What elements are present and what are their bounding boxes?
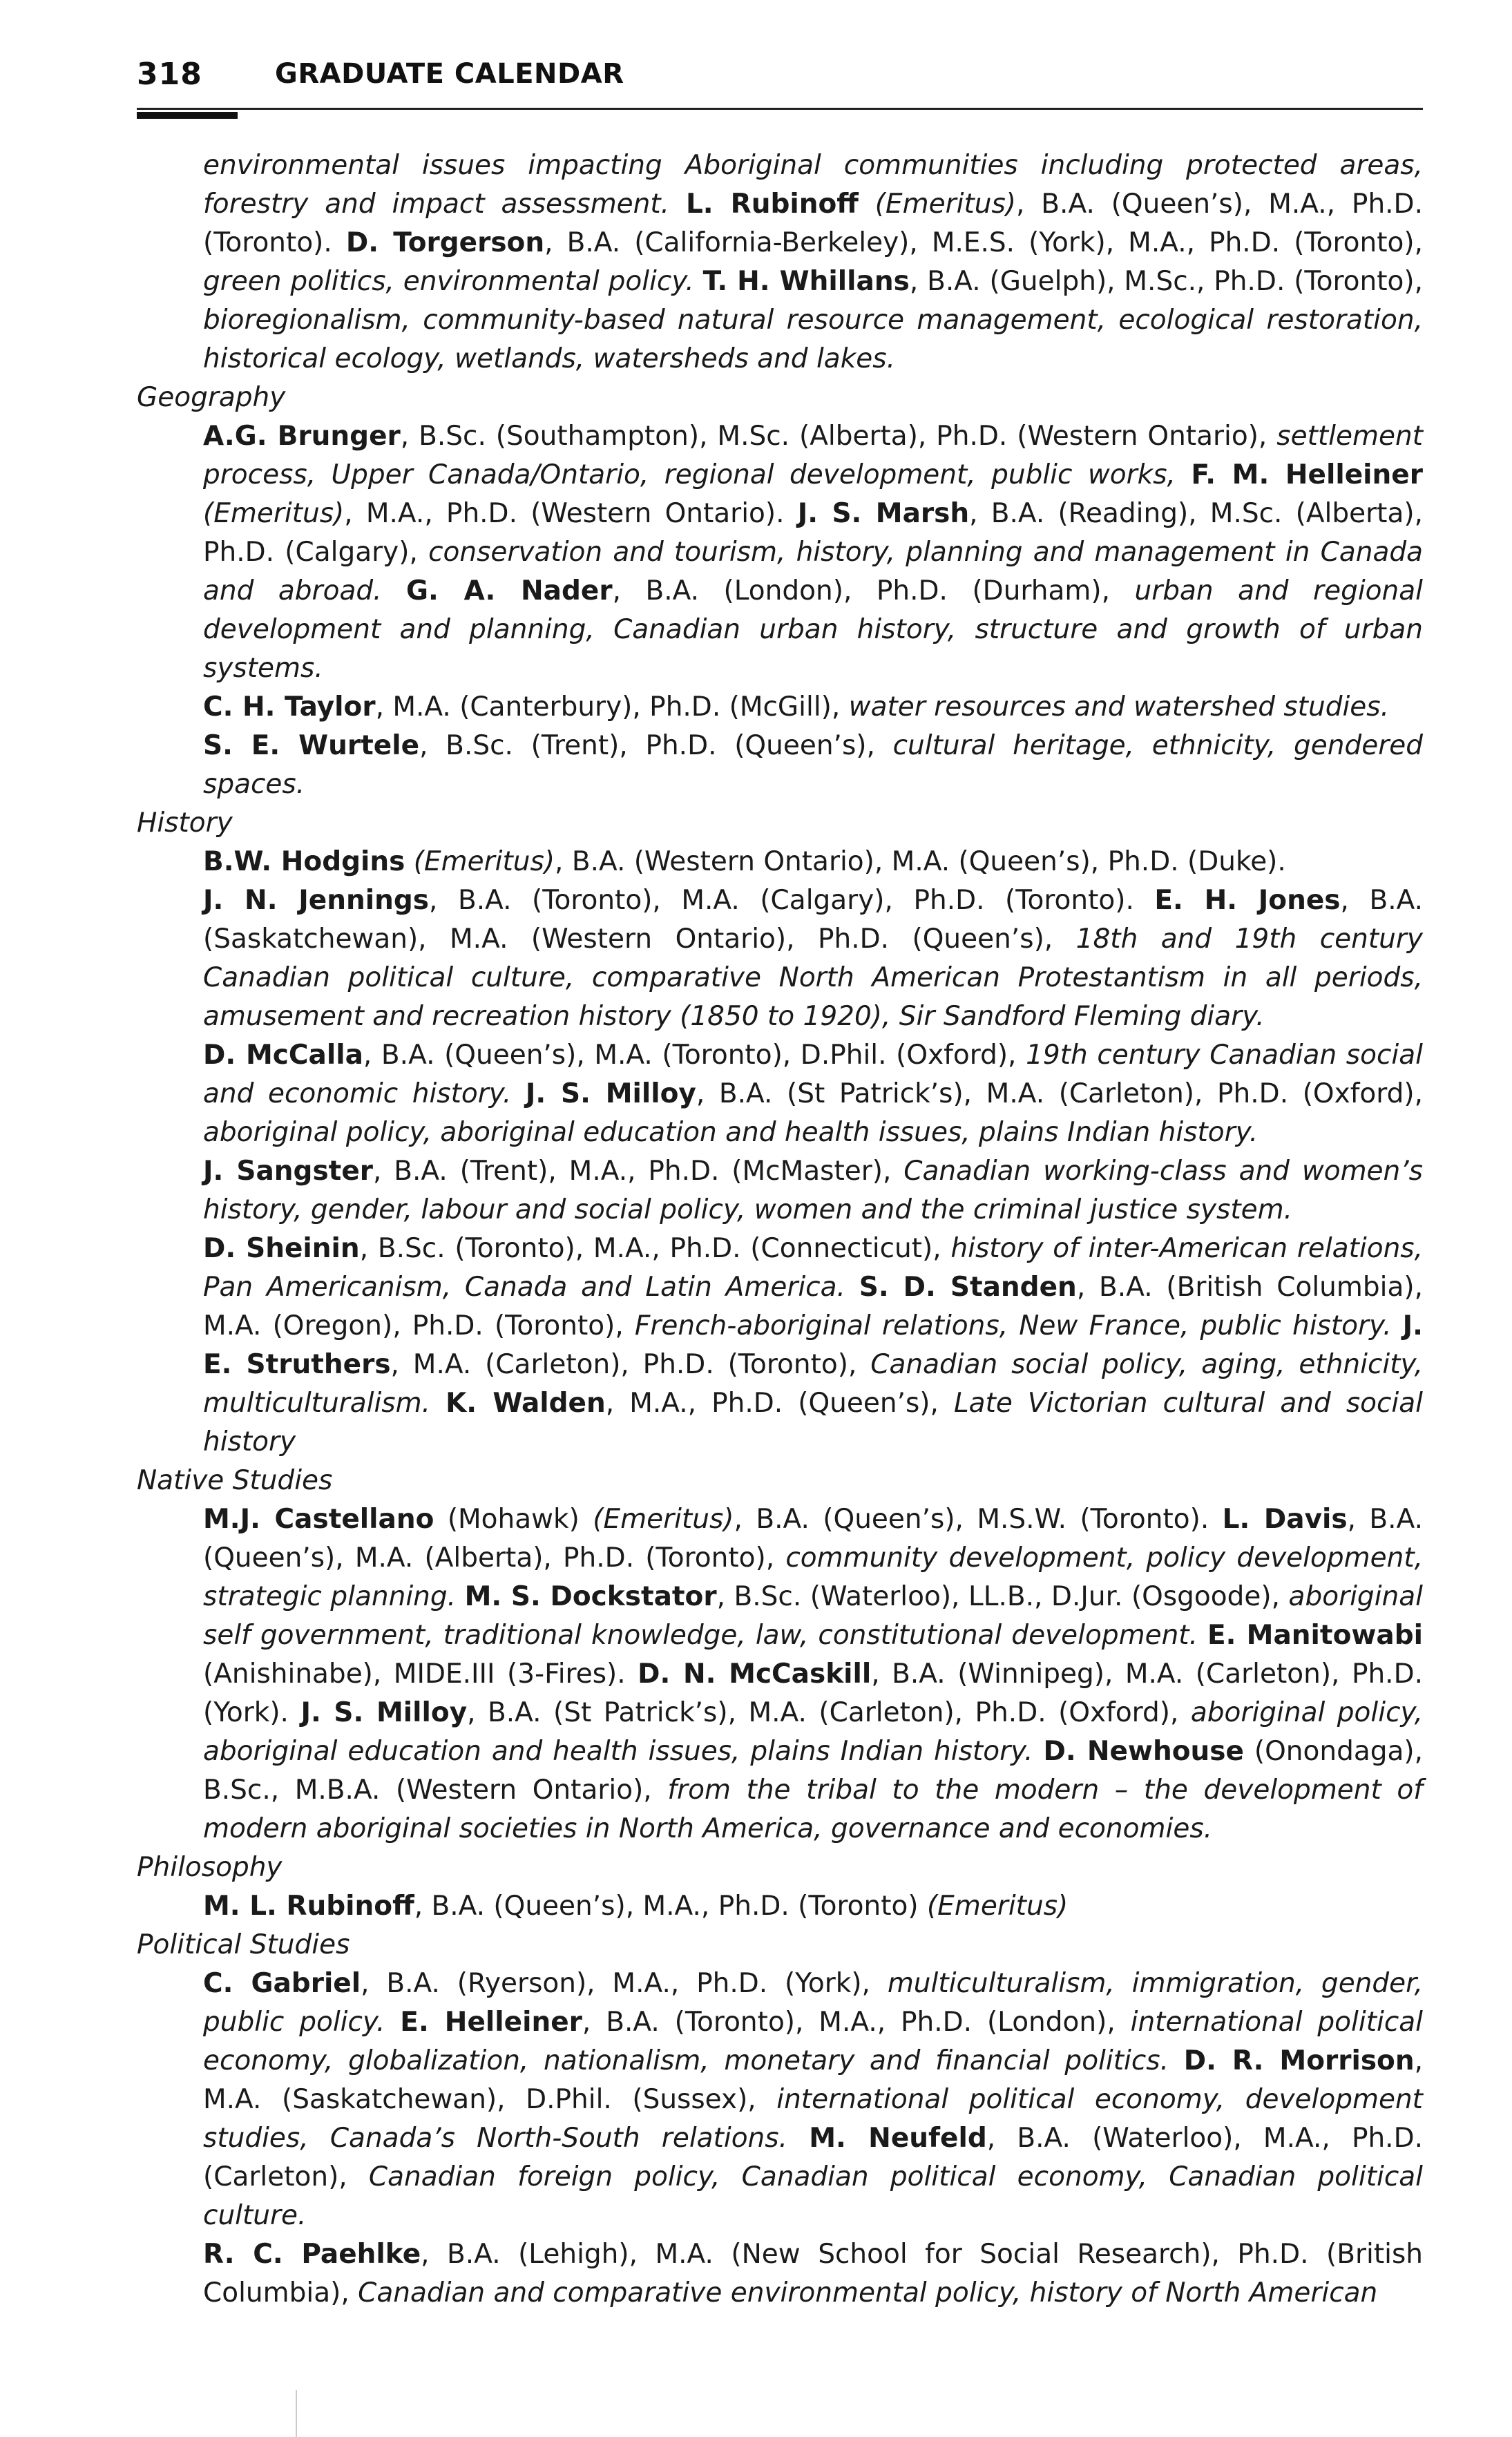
credentials [1169,2045,1184,2076]
faculty-name: D. McCalla [203,1040,363,1071]
faculty-name: J. Sangster [203,1156,374,1187]
section-heading: Native Studies [137,1465,333,1496]
faculty-entry-block [203,417,1423,688]
credentials [1033,1736,1044,1767]
research-interests: (Emeritus) [203,498,345,529]
credentials: , B.A. (Ryerson), M.A., Ph.D. (York), [361,1968,888,1999]
credentials [1176,459,1191,490]
faculty-name: L. Rubinoff [685,189,859,220]
faculty-listing [137,146,1423,2313]
research-interests: international political economy, development studies, Canada’s North-South relations. [203,2084,1423,2154]
faculty-name: S. E. Wurtele [203,730,420,761]
faculty-entry-block [203,688,1423,727]
research-interests: Late Victorian cultural and social history [203,1388,1424,1458]
research-interests: settlement process, Upper Canada/Ontario, regional development, public works, [203,421,1423,490]
credentials: , B.A. (Western Ontario), M.A. (Queen’s), Ph.D. (Duke). [555,846,1286,877]
credentials [845,1272,859,1303]
faculty-entry-block [203,727,1423,804]
faculty-name: D. Sheinin [203,1233,360,1264]
research-interests: (Emeritus) [593,1504,734,1535]
credentials: , B.A. (British Columbia), M.A. (Oregon), Ph.D. (Toronto), [203,1272,1423,1341]
credentials: , B.A. (Lehigh), M.A. (New School for Social Research), Ph.D. (British Columbia), [203,2239,1423,2309]
faculty-name: M. S. Dockstator [464,1581,717,1612]
research-interests: from the tribal to the modern – the development of modern aboriginal societies in North America, governance and economies. [203,1775,1423,1844]
faculty-name: M. Neufeld [809,2123,987,2154]
faculty-entry-block [203,1965,1423,2235]
credentials: , M.A., Ph.D. (Western Ontario). [344,498,798,529]
faculty-entry-block [203,1036,1423,1152]
credentials [430,1388,446,1419]
header-rule-accent [137,112,238,119]
page-crease [296,2390,297,2437]
research-interests: (Emeritus) [405,846,555,877]
faculty-name: J. E. Struthers [203,1310,1423,1380]
credentials [694,266,703,297]
faculty-name: B.W. Hodgins [203,846,405,877]
faculty-name: D. R. Morrison [1183,2045,1415,2076]
research-interests: green politics, environmental policy. [203,266,694,297]
research-interests: environmental issues impacting Aboriginal communities including protected areas, forestry and impact assessment. [203,150,1423,220]
faculty-name: D. N. McCaskill [638,1659,872,1690]
credentials: , B.A. (Waterloo), M.A., Ph.D. (Carleton), [203,2123,1424,2192]
credentials [382,575,407,606]
credentials: , B.A. (Guelph), M.Sc., Ph.D. (Toronto), [909,266,1423,297]
research-interests: aboriginal policy, aboriginal education and health issues, plains Indian history. [203,1697,1423,1767]
credentials: , B.A. (Toronto), M.A. (Calgary), Ph.D. (Toronto). [429,885,1155,916]
faculty-entry-block [203,1500,1423,1848]
research-interests: Canadian foreign policy, Canadian political economy, Canadian political culture. [203,2161,1423,2231]
credentials: , B.A. (Queen’s), M.A. (Alberta), Ph.D. (Toronto), [203,1504,1423,1574]
credentials [456,1581,465,1612]
credentials: , B.Sc. (Toronto), M.A., Ph.D. (Connecticut), [359,1233,951,1264]
faculty-name: T. H. Whillans [702,266,910,297]
faculty-name: K. Walden [446,1388,606,1419]
faculty-name: E. Helleiner [400,2007,582,2038]
faculty-name: J. N. Jennings [203,885,429,916]
faculty-name: L. Davis [1222,1504,1348,1535]
faculty-name: S. D. Standen [859,1272,1077,1303]
credentials [385,2007,400,2038]
credentials: , M.A. (Carleton), Ph.D. (Toronto), [390,1349,871,1380]
research-interests: community development, policy development, strategic planning. [203,1542,1424,1612]
research-interests: Canadian working-class and women’s history, gender, labour and social policy, women and the criminal justice system. [203,1156,1423,1225]
credentials [511,1078,526,1109]
research-interests: 18th and 19th century Canadian political culture, comparative North American Protestantism in all periods, amusement and recreation history (1850 to 1920), Sir Sandford Fleming diary. [203,924,1423,1032]
credentials: , B.A. (Queen’s), M.A. (Toronto), D.Phil. (Oxford), [363,1040,1026,1071]
research-interests: water resources and watershed studies. [848,691,1389,723]
faculty-name: M. L. Rubinoff [203,1891,414,1922]
credentials: , B.A. (California-Berkeley), M.E.S. (York), M.A., Ph.D. (Toronto), [544,227,1423,258]
credentials: , B.A. (Trent), M.A., Ph.D. (McMaster), [373,1156,904,1187]
research-interests: 19th century Canadian social and economic history. [203,1040,1423,1109]
research-interests: history of inter-American relations, Pan Americanism, Canada and Latin America. [203,1233,1423,1303]
research-interests: (Emeritus) [858,189,1017,220]
credentials [1392,1310,1403,1341]
research-interests: urban and regional development and planning, Canadian urban history, structure and growth of urban systems. [203,575,1423,684]
research-interests: aboriginal self government, traditional knowledge, law, constitutional development. [203,1581,1423,1651]
faculty-entry-block [203,881,1423,1036]
page-header [137,57,1422,112]
credentials: , B.A. (Toronto), M.A., Ph.D. (London), [582,2007,1131,2038]
credentials: , M.A. (Saskatchewan), D.Phil. (Sussex), [203,2045,1423,2115]
running-title: GRADUATE CALENDAR [275,58,624,90]
faculty-name: J. S. Milloy [300,1697,468,1728]
faculty-entry-block [203,843,1423,881]
research-interests: aboriginal policy, aboriginal education and health issues, plains Indian history. [203,1117,1259,1148]
credentials: , B.Sc. (Waterloo), LL.B., D.Jur. (Osgoode), [716,1581,1289,1612]
credentials: (Onondaga), B.Sc., M.B.A. (Western Ontario), [203,1736,1424,1806]
credentials: (Mohawk) [434,1504,593,1535]
faculty-name: F. M. Helleiner [1191,459,1423,490]
faculty-name: D. Newhouse [1043,1736,1244,1767]
faculty-name: J. S. Marsh [797,498,970,529]
credentials: , B.A. (Queen’s), M.S.W. (Toronto). [734,1504,1223,1535]
credentials [787,2123,809,2154]
credentials: , B.A. (London), Ph.D. (Durham), [612,575,1135,606]
credentials [1198,1620,1207,1651]
faculty-name: C. Gabriel [203,1968,361,1999]
credentials: , M.A. (Canterbury), Ph.D. (McGill), [375,691,849,723]
faculty-name: A.G. Brunger [203,421,401,452]
header-rule [137,108,1423,110]
research-interests: multiculturalism, immigration, gender, public policy. [203,1968,1424,2038]
faculty-entry-block [203,1152,1423,1230]
credentials: , B.Sc. (Trent), Ph.D. (Queen’s), [419,730,893,761]
faculty-name: E. H. Jones [1154,885,1341,916]
research-interests: conservation and tourism, history, planning and management in Canada and abroad. [203,537,1423,606]
credentials: , B.A. (Queen’s), M.A., Ph.D. (Toronto). [203,189,1423,258]
faculty-entry-block [203,2235,1423,2313]
credentials: , B.A. (Saskatchewan), M.A. (Western Ontario), Ph.D. (Queen’s), [203,885,1423,955]
faculty-name: G. A. Nader [406,575,613,606]
section-heading: Philosophy [137,1852,283,1883]
research-interests: Canadian social policy, aging, ethnicity, multiculturalism. [203,1349,1423,1419]
faculty-name: E. Manitowabi [1207,1620,1423,1651]
credentials: , B.A. (Winnipeg), M.A. (Carleton), Ph.D. (York). [203,1659,1424,1728]
section-heading: History [137,807,233,839]
faculty-name: D. Torgerson [345,227,545,258]
page-number: 318 [137,57,202,92]
credentials: , B.A. (St Patrick’s), M.A. (Carleton), Ph.D. (Oxford), [467,1697,1191,1728]
faculty-name: J. S. Milloy [525,1078,696,1109]
research-interests: bioregionalism, community-based natural resource management, ecological restoration, historical ecology, wetlands, watersheds and lakes. [203,305,1423,374]
research-interests: cultural heritage, ethnicity, gendered spaces. [203,730,1423,800]
section-heading: Geography [137,382,286,413]
section-heading: Political Studies [137,1929,350,1960]
credentials: , B.A. (St Patrick’s), M.A. (Carleton), Ph.D. (Oxford), [696,1078,1424,1109]
research-interests: Canadian and comparative environmental policy, history of North American [358,2277,1378,2309]
faculty-entry-block [203,1887,1423,1926]
research-interests: international political economy, globalization, nationalism, monetary and financial politics. [203,2007,1424,2076]
faculty-entry-block [203,1230,1423,1462]
credentials: , M.A., Ph.D. (Queen’s), [605,1388,954,1419]
credentials: (Anishinabe), MIDE.III (3-Fires). [203,1659,638,1690]
faculty-name: M.J. Castellano [203,1504,434,1535]
research-interests: French-aboriginal relations, New France, public history. [634,1310,1392,1341]
faculty-entry-block [203,146,1423,379]
faculty-name: C. H. Taylor [203,691,376,723]
research-interests: (Emeritus) [926,1891,1069,1922]
faculty-name: R. C. Paehlke [203,2239,421,2270]
credentials: , B.Sc. (Southampton), M.Sc. (Alberta), Ph.D. (Western Ontario), [400,421,1277,452]
credentials: , B.A. (Queen’s), M.A., Ph.D. (Toronto) [414,1891,927,1922]
credentials: , B.A. (Reading), M.Sc. (Alberta), Ph.D. (Calgary), [203,498,1423,568]
